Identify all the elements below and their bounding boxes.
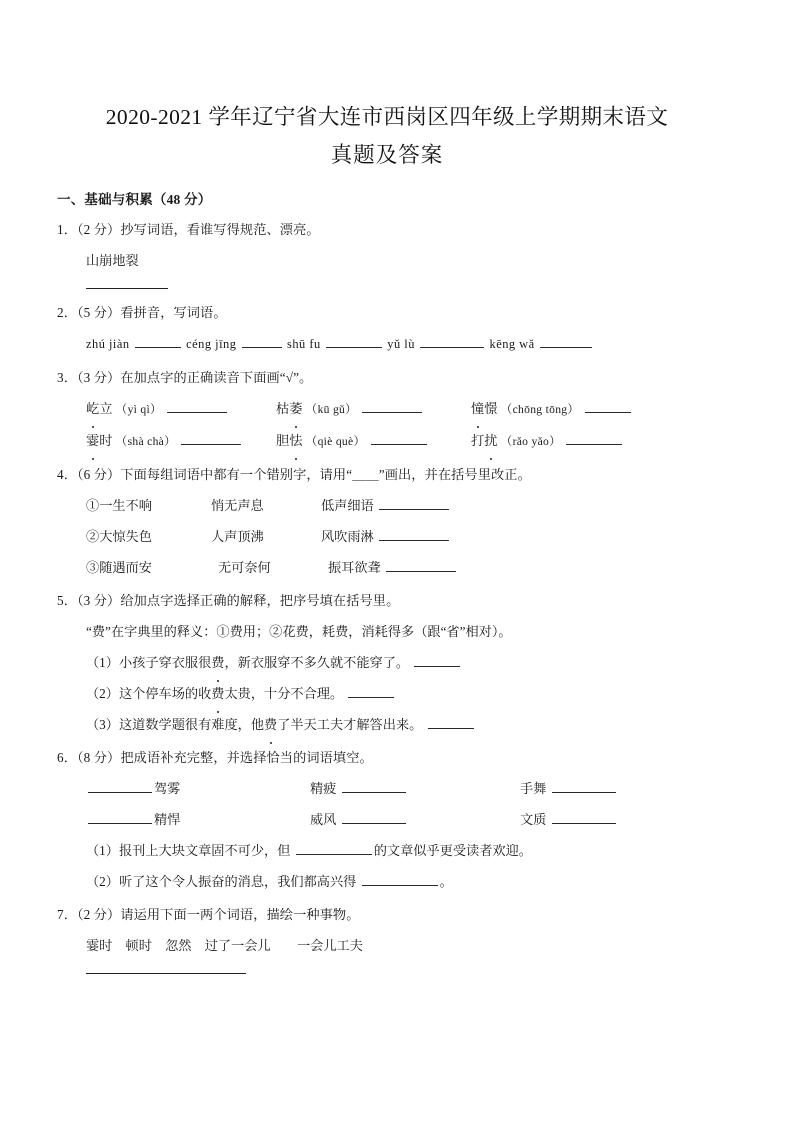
group-label: ② <box>86 529 100 544</box>
reading-options: （qiè què） <box>305 435 366 448</box>
dotted-char: 屹 <box>86 393 99 424</box>
item-text-post: 太贵，十分不合理。 <box>224 686 344 701</box>
question-4-stem: 4．（6 分）下面每组词语中都有一个错别字，请用“＿＿”画出，并在括号里改正。 <box>57 467 531 482</box>
item-label: （3） <box>86 717 119 732</box>
question-5-stem: 5．（3 分）给加点字选择正确的解释，把序号填在括号里。 <box>57 593 400 608</box>
question-6-stem: 6．（8 分）把成语补充完整，并选择恰当的词语填空。 <box>57 750 373 765</box>
answer-blank[interactable] <box>552 778 616 793</box>
word-cell <box>86 490 211 521</box>
question-2-pinyin-row <box>86 328 717 360</box>
dotted-char: 霎 <box>86 425 99 456</box>
question-5-item-1 <box>86 647 717 678</box>
word-text: 风吹雨淋 <box>321 529 374 544</box>
question-7 <box>57 899 717 974</box>
word-text: 振耳欲聋 <box>328 560 381 575</box>
reading-item <box>471 393 681 425</box>
answer-blank[interactable] <box>296 840 372 855</box>
item-text-pre: 这个停车场的收 <box>118 686 212 701</box>
question-6-idiom-row-1 <box>86 773 717 804</box>
answer-blank[interactable] <box>167 398 227 413</box>
answer-blank[interactable] <box>414 652 460 667</box>
reading-item <box>86 425 276 457</box>
plain-char: 胆 <box>276 433 290 448</box>
item-text-pre: 小孩子穿衣服很 <box>118 655 212 670</box>
item-text-pre: 听了这个令人振奋的消息，我们都高兴得 <box>118 874 357 889</box>
answer-blank-3[interactable] <box>326 333 382 348</box>
answer-blank-4[interactable] <box>420 333 484 348</box>
answer-blank[interactable] <box>342 809 406 824</box>
reading-options: （kū gǔ） <box>305 403 358 416</box>
word-text: 随遇而安 <box>99 560 152 575</box>
idiom-cell <box>86 804 296 835</box>
item-label: （1） <box>86 843 119 858</box>
reading-options: （rǎo yǎo） <box>500 435 562 448</box>
item-label: （2） <box>86 874 119 889</box>
word-cell <box>321 490 541 521</box>
question-5-item-3 <box>86 709 717 740</box>
question-1-stem: 1．（2 分）抄写词语，看谁写得规范、漂亮。 <box>57 222 320 237</box>
answer-blank[interactable] <box>585 398 631 413</box>
word-cell <box>321 521 541 552</box>
answer-blank[interactable] <box>428 714 474 729</box>
word-text: 大惊失色 <box>99 529 152 544</box>
question-7-answer-rule[interactable] <box>86 973 246 974</box>
item-text-pre: 这道数学题很有难度，他 <box>118 717 265 732</box>
word-cell <box>321 552 541 583</box>
answer-blank[interactable] <box>362 871 438 886</box>
item-text-post: 。 <box>439 874 453 889</box>
plain-char: 憬 <box>484 401 498 416</box>
answer-blank[interactable] <box>566 430 622 445</box>
answer-blank[interactable] <box>342 778 406 793</box>
idiom-cell <box>86 773 296 804</box>
group-label: ③ <box>86 560 100 575</box>
answer-blank[interactable] <box>88 778 152 793</box>
idiom-text: 精疲 <box>310 781 337 796</box>
answer-blank[interactable] <box>88 809 152 824</box>
idiom-text: 驾雾 <box>154 781 181 796</box>
answer-blank[interactable] <box>379 526 449 541</box>
pinyin-item-2: céng jīng <box>186 337 237 351</box>
item-label: （1） <box>86 655 119 670</box>
idiom-cell <box>506 773 706 804</box>
dotted-char: 费 <box>211 647 224 678</box>
title-line-1: 2020-2021 学年辽宁省大连市西岗区四年级上学期期末语文 <box>105 105 669 129</box>
answer-blank[interactable] <box>386 557 456 572</box>
question-2 <box>57 297 717 360</box>
question-2-stem: 2．（5 分）看拼音，写词语。 <box>57 305 227 320</box>
section-heading: 一、基础与积累（48 分） <box>57 192 212 207</box>
dotted-char: 费 <box>211 678 224 709</box>
question-3-stem: 3．（3 分）在加点字的正确读音下面画“√”。 <box>57 370 313 385</box>
item-text-pre: 报刊上大块文章固不可少，但 <box>118 843 291 858</box>
idiom-cell <box>296 804 506 835</box>
item-label: （2） <box>86 686 119 701</box>
plain-char: 打 <box>471 433 485 448</box>
question-4 <box>57 459 717 583</box>
idiom-text: 手舞 <box>520 781 547 796</box>
word-text: 一生不响 <box>99 498 152 513</box>
question-6-fill-1 <box>86 835 717 866</box>
question-7-stem: 7．（2 分）请运用下面一两个词语，描绘一种事物。 <box>57 907 360 922</box>
answer-blank[interactable] <box>181 430 241 445</box>
question-4-group-3 <box>86 552 717 583</box>
word-text: 无可奈何 <box>218 560 271 575</box>
pinyin-item-4: yǔ lù <box>387 337 415 351</box>
answer-blank[interactable] <box>362 398 422 413</box>
word-cell: 悄无声息 <box>211 498 264 513</box>
item-text-post: 的文章似乎更受读者欢迎。 <box>373 843 532 858</box>
pinyin-item-5: kēng wǎ <box>489 337 535 351</box>
idiom-cell <box>296 773 506 804</box>
answer-blank[interactable] <box>348 683 394 698</box>
reading-options: （chōng tōng） <box>500 403 580 416</box>
dotted-char: 扰 <box>484 425 497 456</box>
idiom-text: 文质 <box>520 812 547 827</box>
question-5 <box>57 585 717 740</box>
question-6 <box>57 742 717 897</box>
plain-char: 时 <box>99 433 113 448</box>
idiom-text: 精悍 <box>154 812 181 827</box>
answer-blank[interactable] <box>552 809 616 824</box>
question-5-definition: “费”在字典里的释义：①费用；②花费，耗费，消耗得多（跟“省”相对）。 <box>86 624 512 639</box>
word-text: 低声细语 <box>321 498 374 513</box>
dotted-char: 萎 <box>289 393 302 424</box>
dotted-char: 憧 <box>471 393 484 424</box>
answer-blank-5[interactable] <box>540 333 592 348</box>
page-title <box>57 98 717 174</box>
question-5-item-2 <box>86 678 717 709</box>
question-4-group-1 <box>86 490 717 521</box>
page-content <box>57 98 717 982</box>
reading-options: （yì qì） <box>115 403 162 416</box>
pinyin-item-3: shū fu <box>287 337 321 351</box>
plain-char: 枯 <box>276 401 290 416</box>
reading-item <box>86 393 276 425</box>
question-1 <box>57 214 717 289</box>
word-cell: 人声顶沸 <box>211 529 264 544</box>
idiom-text: 威风 <box>310 812 337 827</box>
word-cell <box>211 552 321 583</box>
question-3-row-2 <box>86 425 717 457</box>
question-6-idiom-row-2 <box>86 804 717 835</box>
reading-item <box>276 425 471 457</box>
question-1-words: 山崩地裂 <box>86 253 139 268</box>
item-text-post: ，新衣服穿不多久就不能穿了。 <box>224 655 410 670</box>
dotted-char: 怯 <box>289 425 302 456</box>
word-cell <box>86 552 211 583</box>
question-1-answer-rule[interactable] <box>86 288 168 289</box>
question-3-row-1 <box>86 393 717 425</box>
reading-item <box>276 393 471 425</box>
answer-blank-1[interactable] <box>135 333 181 348</box>
answer-blank[interactable] <box>371 430 427 445</box>
question-7-words: 霎时 顿时 忽然 过了一会儿 一会儿工夫 <box>86 938 363 953</box>
group-label: ① <box>86 498 100 513</box>
title-line-2: 真题及答案 <box>330 143 444 167</box>
dotted-char: 费 <box>264 709 277 740</box>
reading-item <box>471 425 681 457</box>
pinyin-item-1: zhú jiàn <box>86 337 130 351</box>
question-6-fill-2 <box>86 866 717 897</box>
question-4-group-2 <box>86 521 717 552</box>
plain-char: 立 <box>99 401 113 416</box>
question-3 <box>57 362 717 457</box>
answer-blank[interactable] <box>379 495 449 510</box>
answer-blank-2[interactable] <box>242 333 282 348</box>
idiom-cell <box>506 804 706 835</box>
item-text-post: 了半天工夫才解答出来。 <box>277 717 423 732</box>
reading-options: （shà chà） <box>115 435 177 448</box>
word-cell <box>86 521 211 552</box>
